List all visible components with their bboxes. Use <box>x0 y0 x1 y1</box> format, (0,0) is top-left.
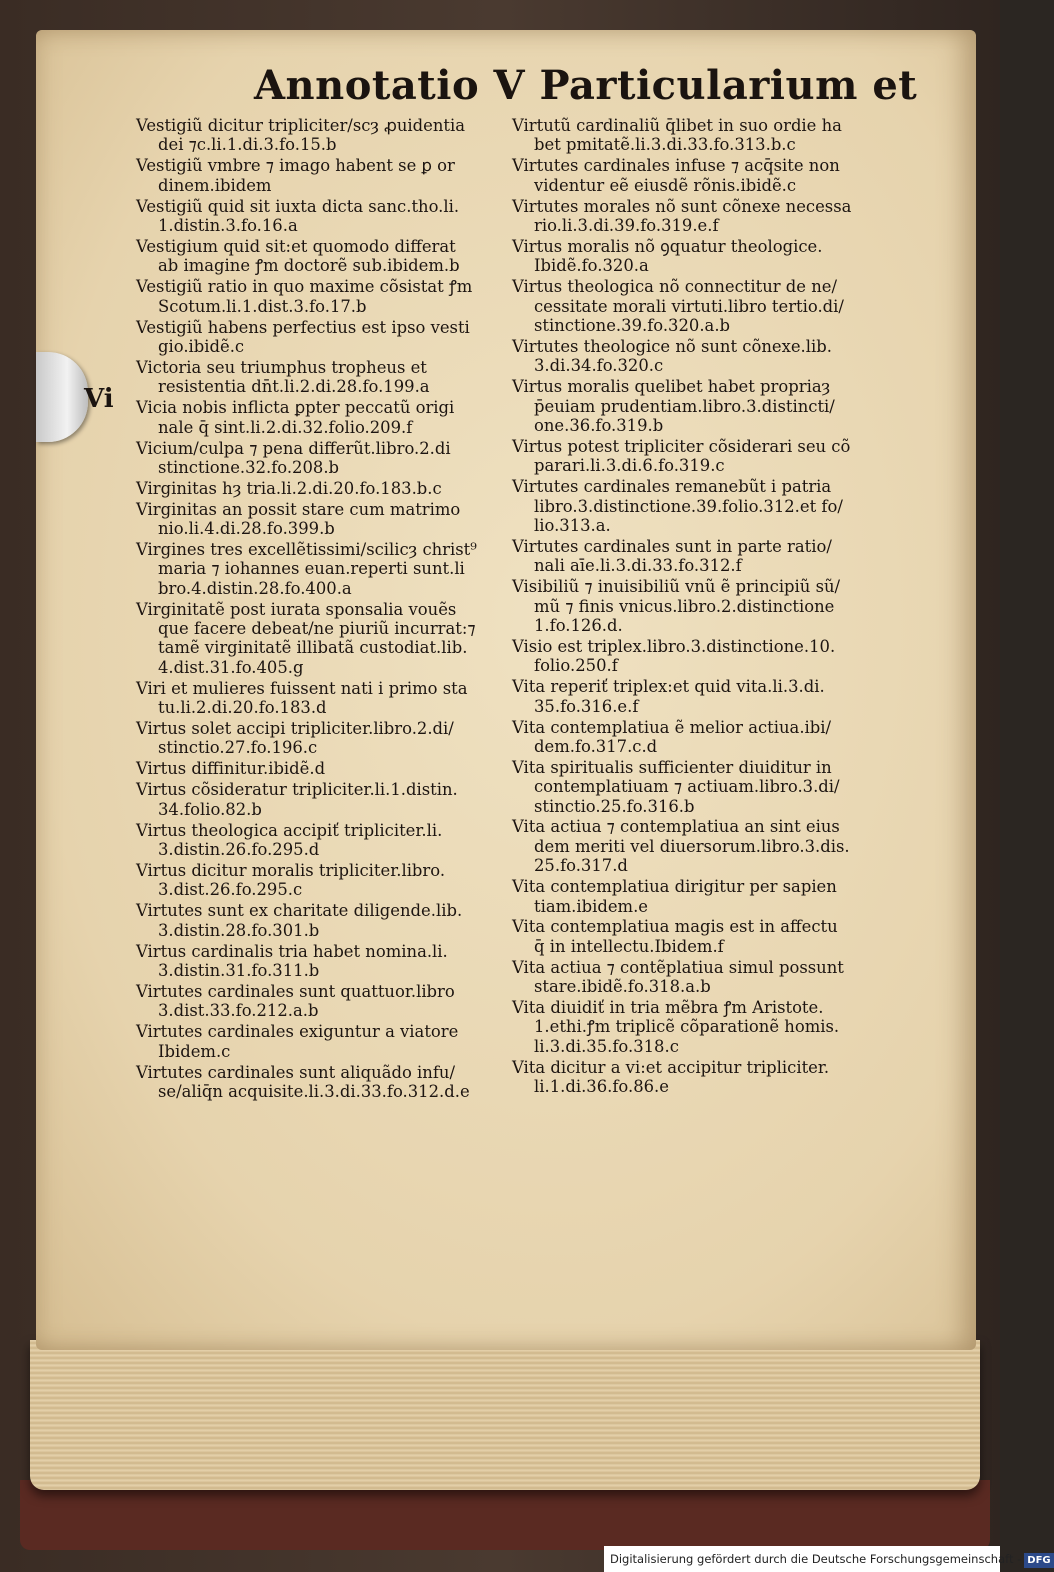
index-entry-line: ab imagine ꝭm doctorẽ sub.ibidem.b <box>158 256 460 276</box>
index-entry-line: Vita diuidiť in tria mẽbra ꝭm Aristote. <box>512 998 824 1018</box>
running-head: Annotatio V Particularium et <box>254 62 918 109</box>
index-entry-line: Virtus theologica nõ connectitur de ne/ <box>512 277 837 297</box>
index-entry-line: q̄ in intellectu.Ibidem.f <box>534 936 724 956</box>
index-entry-line: 34.folio.82.b <box>158 799 262 819</box>
index-entry <box>136 821 496 860</box>
index-entry-line: Scotum.li.1.dist.3.fo.17.b <box>158 296 367 316</box>
index-entry-line: li.3.di.35.fo.318.c <box>534 1036 679 1056</box>
index-entry <box>512 197 880 236</box>
index-entry-line: 3.dist.26.fo.295.c <box>158 880 303 900</box>
index-entry <box>512 377 880 435</box>
index-entry-line: Virtus cõsideratur tripliciter.li.1.distin. <box>136 780 458 800</box>
index-entry-line: dei ⁊c.li.1.di.3.fo.15.b <box>158 135 337 155</box>
index-entry <box>512 758 880 816</box>
index-entry-line: dem meriti vel diuersorum.libro.3.dis. <box>534 836 850 856</box>
index-entry-line: Virtutes morales nõ sunt cõnexe necessa <box>512 196 852 216</box>
index-entry-line: Vita contemplatiua dirigitur per sapien <box>512 877 837 897</box>
index-entry <box>512 677 880 716</box>
index-entry-line: p̄euiam prudentiam.libro.3.distincti/ <box>534 396 835 416</box>
index-entry-line: stinctio.25.fo.316.b <box>534 796 695 816</box>
index-entry-line: Virtutes theologice nõ sunt cõnexe.lib. <box>512 336 832 356</box>
index-entry-line: Vestigiũ vmbre ⁊ imago habent se ꝑ or <box>136 156 455 176</box>
index-entry-line: dinem.ibidem <box>158 175 272 195</box>
index-entry-line: Virginitas an possit stare cum matrimo <box>136 499 461 519</box>
page-clip-icon <box>36 352 88 442</box>
index-entry-line: rio.li.3.di.39.fo.319.e.f <box>534 215 719 235</box>
index-entry <box>512 477 880 535</box>
index-entry-line: Virtutũ cardinaliũ q̄libet in suo ordie ha <box>512 116 842 135</box>
index-entry <box>512 958 880 997</box>
index-entry-line: Ibidem.c <box>158 1041 231 1061</box>
index-entry-line: 25.fo.317.d <box>534 856 628 876</box>
index-entry <box>136 237 496 276</box>
margin-mark: Vi <box>84 384 114 414</box>
index-entry-line: Visibiliũ ⁊ inuisibiliũ vnũ ẽ principiũ sũ/ <box>512 577 841 597</box>
index-entry-line: nio.li.4.di.28.fo.399.b <box>158 519 335 539</box>
index-entry <box>136 439 496 478</box>
index-entry-line: 3.dist.33.fo.212.a.b <box>158 1001 319 1021</box>
index-entry-line: Virtutes cardinales remanebũt i patria <box>512 477 832 497</box>
index-entry <box>136 901 496 940</box>
index-entry-line: li.1.di.36.fo.86.e <box>534 1077 669 1097</box>
index-entry-line: lio.313.a. <box>534 515 611 535</box>
index-entry-line: Ibidẽ.fo.320.a <box>534 256 649 276</box>
index-entry-line: Virtus solet accipi tripliciter.libro.2.di/ <box>136 719 454 739</box>
index-entry <box>136 719 496 758</box>
index-entry-line: 1.fo.126.d. <box>534 615 623 635</box>
index-entry-line: Virtutes cardinales exiguntur a viatore <box>136 1022 459 1042</box>
index-entry <box>512 637 880 676</box>
index-entry <box>136 759 496 778</box>
index-entry-line: Vita contemplatiua magis est in affectu <box>512 917 838 937</box>
index-entry <box>512 817 880 875</box>
index-entry <box>512 877 880 916</box>
index-entry <box>512 277 880 335</box>
index-entry-line: bet pmitatẽ.li.3.di.33.fo.313.b.c <box>534 135 796 155</box>
index-entry-line: Virtus diffinitur.ibidẽ.d <box>136 759 326 779</box>
index-entry <box>136 358 496 397</box>
index-entry <box>136 500 496 539</box>
index-entry <box>136 780 496 819</box>
index-entry-line: Vicium/culpa ⁊ pena differũt.libro.2.di <box>136 438 451 458</box>
index-entry <box>136 861 496 900</box>
index-entry-line: Vestigiũ dicitur tripliciter/scȝ ꝓuidentia <box>136 116 466 135</box>
index-entry-line: stinctio.27.fo.196.c <box>158 738 318 758</box>
footer-text: Digitalisierung gefördert durch die Deutsche Forschungsgemeinschaft - <box>610 1552 1022 1566</box>
index-entry-line: 1.distin.3.fo.16.a <box>158 215 298 235</box>
index-entry <box>512 116 880 155</box>
index-entry-line: Virginitatẽ post iurata sponsalia vouẽs <box>136 599 457 619</box>
index-entry-line: one.36.fo.319.b <box>534 415 664 435</box>
index-entry-line: 35.fo.316.e.f <box>534 696 639 716</box>
index-entry <box>512 337 880 376</box>
index-entry <box>512 537 880 576</box>
index-entry <box>512 437 880 476</box>
index-entry <box>512 917 880 956</box>
index-entry-line: se/aliq̄n acquisite.li.3.di.33.fo.312.d.e <box>158 1081 470 1101</box>
index-entry-line: folio.250.f <box>534 656 618 676</box>
index-entry <box>136 156 496 195</box>
index-entry-line: Virtus dicitur moralis tripliciter.libro. <box>136 860 446 880</box>
index-entry-line: Vestigiũ ratio in quo maxime cõsistat ꝭm <box>136 277 473 297</box>
index-entry-line: Virtutes sunt ex charitate diligende.lib. <box>136 901 463 921</box>
dfg-logo: DFG <box>1024 1553 1053 1568</box>
index-entry-line: Virtutes cardinales sunt in parte ratio/ <box>512 536 832 556</box>
index-entry <box>136 277 496 316</box>
index-entry <box>136 1063 496 1102</box>
index-entry-line: 3.distin.26.fo.295.d <box>158 840 320 860</box>
index-entry <box>136 942 496 981</box>
page-block-edge <box>30 1340 980 1490</box>
index-entry-line: tiam.ibidem.e <box>534 896 648 916</box>
book-cover <box>20 1480 990 1550</box>
index-entry <box>512 998 880 1056</box>
index-entry-line: mũ ⁊ finis vnicus.libro.2.distinctione <box>534 596 835 616</box>
index-entry <box>136 116 496 155</box>
index-entry-line: 1.ethi.ꝭm triplicẽ cõparationẽ homis. <box>534 1017 840 1037</box>
index-entry-line: resistentia dn̄t.li.2.di.28.fo.199.a <box>158 377 430 397</box>
index-entry <box>136 318 496 357</box>
index-entry-line: Vestigiũ quid sit iuxta dicta sanc.tho.li. <box>136 196 460 216</box>
index-entry-line: Vicia nobis inflicta ꝑpter peccatũ origi <box>136 398 455 418</box>
index-entry <box>136 982 496 1021</box>
index-entry-line: Victoria seu triumphus tropheus et <box>136 357 427 377</box>
index-entry-line: 3.distin.28.fo.301.b <box>158 920 320 940</box>
index-entry-line: Vita reperiť triplex:et quid vita.li.3.di. <box>512 677 825 697</box>
index-entry <box>512 577 880 635</box>
index-entry-line: tu.li.2.di.20.fo.183.d <box>158 698 327 718</box>
index-entry-line: stinctione.32.fo.208.b <box>158 457 340 477</box>
index-entry-line: Vestigiũ habens perfectius est ipso vesti <box>136 317 470 337</box>
index-entry <box>136 540 496 598</box>
index-entry <box>136 479 496 498</box>
index-entry-line: Virtus moralis quelibet habet propriaȝ <box>512 377 831 397</box>
index-entry-line: tamẽ virginitatẽ illibatã custodiat.lib. <box>158 638 468 658</box>
index-entry-line: gio.ibidẽ.c <box>158 336 245 356</box>
index-entry-line: que facere debeat/ne piuriũ incurrat:⁊ <box>158 619 476 639</box>
index-entry <box>512 1058 880 1097</box>
index-entry <box>512 718 880 757</box>
left-column <box>136 116 496 1103</box>
index-entry-line: Vestigium quid sit:et quomodo differat <box>136 236 456 256</box>
index-entry-line: Virgines tres excellẽtissimi/scilicȝ christ⁹ <box>136 540 477 560</box>
index-entry-line: parari.li.3.di.6.fo.319.c <box>534 456 725 476</box>
index-entry-line: stare.ibidẽ.fo.318.a.b <box>534 977 711 997</box>
index-entry-line: nali aīe.li.3.di.33.fo.312.f <box>534 556 742 576</box>
index-entry-line: nale q̄ sint.li.2.di.32.folio.209.f <box>158 417 413 437</box>
index-entry-line: Viri et mulieres fuissent nati i primo sta <box>136 678 468 698</box>
index-entry-line: Virtutes cardinales sunt aliquãdo infu/ <box>136 1062 456 1082</box>
index-entry-line: cessitate morali virtuti.libro tertio.di/ <box>534 296 844 316</box>
index-entry-line: dem.fo.317.c.d <box>534 736 658 756</box>
index-entry-line: Virtus theologica accipiť tripliciter.li. <box>136 820 443 840</box>
index-entry-line: Virtutes cardinales infuse ⁊ acq̄site non <box>512 156 840 176</box>
index-entry-line: Virtutes cardinales sunt quattuor.libro <box>136 981 455 1001</box>
index-entry-line: Vita actiua ⁊ contẽplatiua simul possunt <box>512 957 844 977</box>
index-entry <box>136 197 496 236</box>
index-entry-line: bro.4.distin.28.fo.400.a <box>158 578 352 598</box>
footer-credit <box>604 1546 1051 1572</box>
index-entry <box>512 237 880 276</box>
index-entry <box>136 679 496 718</box>
index-entry-line: Virginitas hȝ tria.li.2.di.20.fo.183.b.c <box>136 478 442 498</box>
index-entry-line: Virtus cardinalis tria habet nomina.li. <box>136 941 448 961</box>
index-entry-line: maria ⁊ iohannes euan.reperti sunt.li <box>158 559 465 579</box>
index-entry <box>512 156 880 195</box>
index-entry-line: Virtus potest tripliciter cõsiderari seu cõ <box>512 436 851 456</box>
index-entry-line: Vita dicitur a vi:et accipitur tripliciter. <box>512 1057 830 1077</box>
index-entry <box>136 398 496 437</box>
index-entry-line: libro.3.distinctione.39.folio.312.et fo/ <box>534 496 843 516</box>
index-entry <box>136 1022 496 1061</box>
index-entry <box>136 600 496 677</box>
right-column <box>512 116 880 1098</box>
index-entry-line: stinctione.39.fo.320.a.b <box>534 315 731 335</box>
index-entry-line: 3.di.34.fo.320.c <box>534 356 664 376</box>
index-entry-line: 4.dist.31.fo.405.g <box>158 657 304 677</box>
index-entry-line: Vita actiua ⁊ contemplatiua an sint eius <box>512 817 840 837</box>
index-entry-line: Vita spiritualis sufficienter diuiditur in <box>512 757 832 777</box>
index-entry-line: 3.distin.31.fo.311.b <box>158 960 320 980</box>
index-entry-line: Virtus moralis nõ ꝯquatur theologice. <box>512 236 823 256</box>
index-entry-line: Vita contemplatiua ẽ melior actiua.ibi/ <box>512 717 832 737</box>
index-entry-line: contemplatiuam ⁊ actiuam.libro.3.di/ <box>534 777 840 797</box>
index-entry-line: Visio est triplex.libro.3.distinctione.10. <box>512 636 836 656</box>
index-entry-line: videntur eẽ eiusdẽ rõnis.ibidẽ.c <box>534 175 797 195</box>
